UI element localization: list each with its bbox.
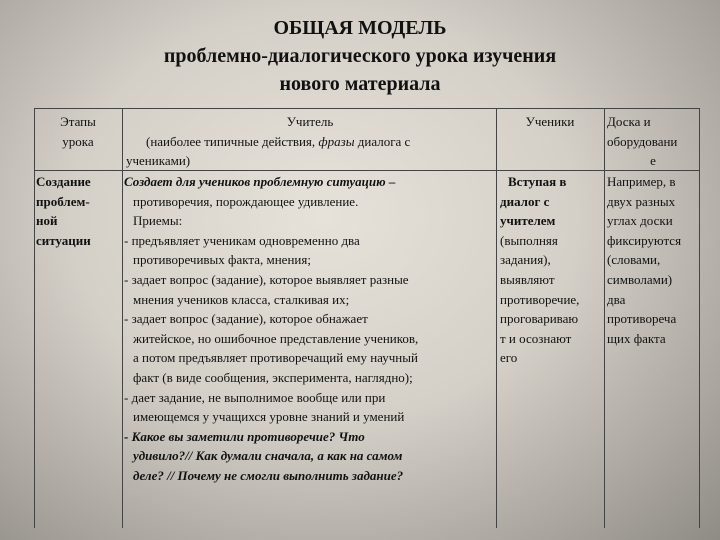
header-teacher-line-2 xyxy=(126,132,494,152)
teacher-question-3: деле? // Почему не смогли выполнить задание? xyxy=(133,467,404,483)
header-teacher xyxy=(126,112,494,171)
board-line-8: противореча xyxy=(607,311,677,327)
board-line-4: фиксируются xyxy=(607,232,682,248)
column-divider-1 xyxy=(122,108,123,528)
students-line-9: т и осознают xyxy=(500,330,572,346)
header-teacher-line-3: учениками) xyxy=(126,153,191,169)
teacher-question-2: удивило?// Как думали сначала, а как на самом xyxy=(133,448,403,464)
teacher-line-2: противоречия, порождающее удивление. xyxy=(133,193,359,209)
teacher-line-6: - задает вопрос (задание), которое выявляет разные xyxy=(124,271,409,287)
column-divider-3 xyxy=(604,108,605,528)
header-board-line-3: е xyxy=(650,153,656,169)
students-line-8: проговариваю xyxy=(500,311,579,327)
students-line-5: задания), xyxy=(500,252,551,268)
header-students: Ученики xyxy=(525,114,575,129)
students-line-1: Вступая в xyxy=(508,174,567,189)
teacher-line-5: противоречивых факта, мнения; xyxy=(133,252,311,268)
teacher-cell xyxy=(124,172,496,486)
stage-line-4: ситуации xyxy=(36,232,91,248)
header-teacher-line-1: Учитель xyxy=(286,114,334,129)
students-line-7: противоречие, xyxy=(500,291,580,307)
stage-line-1: Создание xyxy=(36,174,91,189)
students-line-4: (выполняя xyxy=(500,232,558,248)
slide-title xyxy=(0,14,720,98)
board-line-2: двух разных xyxy=(607,193,676,209)
stage-cell xyxy=(36,172,122,250)
teacher-line-7: мнения учеников класса, сталкивая их; xyxy=(133,291,350,307)
teacher-line-4: - предъявляет ученикам одновременно два xyxy=(124,232,360,248)
header-stages xyxy=(34,112,122,151)
teacher-line-11: факт (в виде сообщения, эксперимента, наглядно); xyxy=(133,369,413,385)
table-border-right xyxy=(699,108,700,528)
board-line-1: Например, в xyxy=(607,174,676,189)
teacher-line-3: Приемы: xyxy=(133,213,183,229)
header-board xyxy=(607,112,699,171)
stage-line-3: ной xyxy=(36,213,58,229)
students-cell xyxy=(500,172,604,368)
teacher-line-8: - задает вопрос (задание), которое обнажает xyxy=(124,311,368,327)
teacher-line-9: житейское, но ошибочное представление учеников, xyxy=(133,330,419,346)
header-teacher-line-2c: диалога с xyxy=(354,133,411,149)
board-line-3: углах доски xyxy=(607,213,673,229)
header-stages-line-1: Этапы xyxy=(60,114,96,129)
lesson-model-table xyxy=(34,108,700,528)
table-border-left xyxy=(34,108,35,528)
teacher-line-10: а потом предъявляет противоречащий ему научный xyxy=(133,350,418,366)
board-cell xyxy=(607,172,699,348)
teacher-line-1: Создает для учеников проблемную ситуацию – xyxy=(124,174,396,189)
header-board-line-1: Доска и xyxy=(607,114,651,129)
students-line-6: выявляют xyxy=(500,271,555,287)
teacher-line-13: имеющемся у учащихся уровне знаний и умений xyxy=(133,409,405,425)
header-stages-line-2: урока xyxy=(62,133,94,149)
stage-line-2: проблем- xyxy=(36,193,90,209)
column-divider-2 xyxy=(496,108,497,528)
teacher-question-1: - Какое вы заметили противоречие? Что xyxy=(124,428,365,444)
header-teacher-line-2a: (наиболее типичные действия, xyxy=(146,133,319,149)
title-line-1: ОБЩАЯ МОДЕЛЬ xyxy=(273,17,447,39)
students-line-3: учителем xyxy=(500,213,556,229)
header-teacher-phrases: фразы xyxy=(318,133,355,149)
board-line-9: щих факта xyxy=(607,330,666,346)
students-line-10: его xyxy=(500,350,518,366)
board-line-6: символами) xyxy=(607,271,673,287)
board-line-5: (словами, xyxy=(607,252,661,268)
header-board-line-2: оборудовани xyxy=(607,133,678,149)
title-line-2: проблемно-диалогического урока изучения xyxy=(163,45,557,67)
students-line-2: диалог с xyxy=(500,193,550,209)
board-line-7: два xyxy=(607,291,626,307)
teacher-line-12: - дает задание, не выполнимое вообще или при xyxy=(124,389,386,405)
table-border-top xyxy=(34,108,700,109)
title-line-3: нового материала xyxy=(279,73,441,95)
